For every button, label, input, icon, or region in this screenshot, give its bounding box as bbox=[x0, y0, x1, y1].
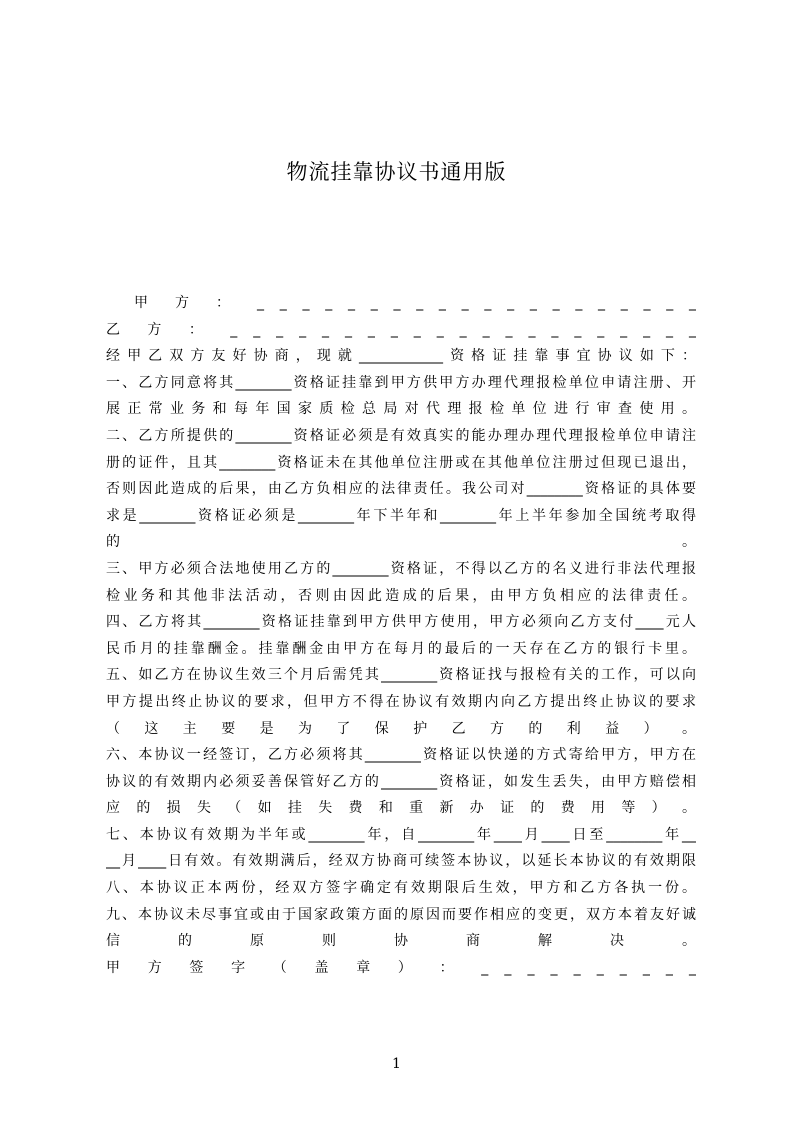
clause-8-line: 八、本协议正本两份，经双方签字确定有效期限后生效，甲方和乙方各执一份。 bbox=[106, 880, 696, 897]
clause-2-line-3: 否则因此造成的后果，由乙方负相应的法律责任。我公司对________资格证的具体要 bbox=[106, 481, 696, 498]
clause-4-line-1: 四、乙方将其________资格证挂靠到甲方供甲方使用，甲方必须向乙方支付____元人 bbox=[106, 614, 696, 631]
clause-2-line-4: 求是________资格证必须是________年下半年和________年上半年参加全国统考取得 bbox=[106, 507, 696, 524]
clause-5-line-1: 五、如乙方在协议生效三个月后需凭其________资格证找与报检有关的工作，可以向 bbox=[106, 667, 696, 684]
clause-3-line-1: 三、甲方必须合法地使用乙方的________资格证，不得以乙方的名义进行非法代理报 bbox=[106, 560, 696, 577]
clause-2-line-1: 二、乙方所提供的________资格证必须是有效真实的能办理办理代理报检单位申请注 bbox=[106, 427, 696, 444]
party-b-line: 乙 方 ： _ _ _ _ _ _ _ _ _ _ _ _ _ _ _ _ _ _ _ _ _ bbox=[106, 321, 696, 338]
clause-5-line-2: 甲方提出终止协议的要求，但甲方不得在协议有效期内向乙方提出终止协议的要求 bbox=[106, 693, 696, 710]
clause-9-line-2: 信 的 原 则 协 商 解 决 。 bbox=[106, 933, 696, 950]
clause-6-line-2: 协议的有效期内必须妥善保管好乙方的________资格证，如发生丢失，由甲方赔偿相 bbox=[106, 773, 696, 790]
clause-3-line-2: 检业务和其他非法活动，否则由因此造成的后果，由甲方负相应的法律责任。 bbox=[106, 587, 696, 604]
clause-5-line-3: （ 这 主 要 是 为 了 保 护 乙 方 的 利 益 ） 。 bbox=[106, 720, 696, 737]
party-a-signature-line: 甲 方 签 字 （ 盖 章 ） ： _ _ _ _ _ _ _ _ _ _ bbox=[106, 959, 696, 976]
party-a-line: 甲 方 ： _ _ _ _ _ _ _ _ _ _ _ _ _ _ _ _ _ _ _ _ bbox=[134, 295, 696, 311]
clause-6-line-1: 六、本协议一经签订，乙方必须将其________资格证以快递的方式寄给甲方，甲方在 bbox=[106, 747, 696, 764]
clause-7-line-2: __月____日有效。有效期满后，经双方协商可续签本协议，以延长本协议的有效期限 bbox=[106, 853, 696, 870]
agreement-body bbox=[106, 290, 696, 981]
clause-6-line-3: 应 的 损 失 （ 如 挂 失 费 和 重 新 办 证 的 费 用 等 ） 。 bbox=[106, 800, 696, 817]
clause-1-line-2: 展正常业务和每年国家质检总局对代理报检单位进行审查使用。 bbox=[106, 401, 696, 418]
clause-7-line-1: 七、本协议有效期为半年或________年，自________年____月____日至________年__ bbox=[106, 826, 696, 843]
clause-4-line-2: 民币月的挂靠酬金。挂靠酬金由甲方在每月的最后的一天存在乙方的银行卡里。 bbox=[106, 640, 696, 657]
agreement-intro-line: 经甲乙双方友好协商，现就____________资格证挂靠事宜协议如下： bbox=[106, 348, 696, 365]
clause-2-line-5: 的 。 bbox=[106, 534, 696, 551]
clause-1-line-1: 一、乙方同意将其________资格证挂靠到甲方供甲方办理代理报检单位申请注册、开 bbox=[106, 374, 696, 391]
clause-9-line-1: 九、本协议未尽事宜或由于国家政策方面的原因而要作相应的变更，双方本着友好诚 bbox=[106, 906, 696, 923]
clause-2-line-2: 册的证件，且其________资格证未在其他单位注册或在其他单位注册过但现已退出， bbox=[106, 454, 696, 471]
page-number: 1 bbox=[392, 1056, 401, 1072]
document-title: 物流挂靠协议书通用版 bbox=[286, 160, 507, 185]
